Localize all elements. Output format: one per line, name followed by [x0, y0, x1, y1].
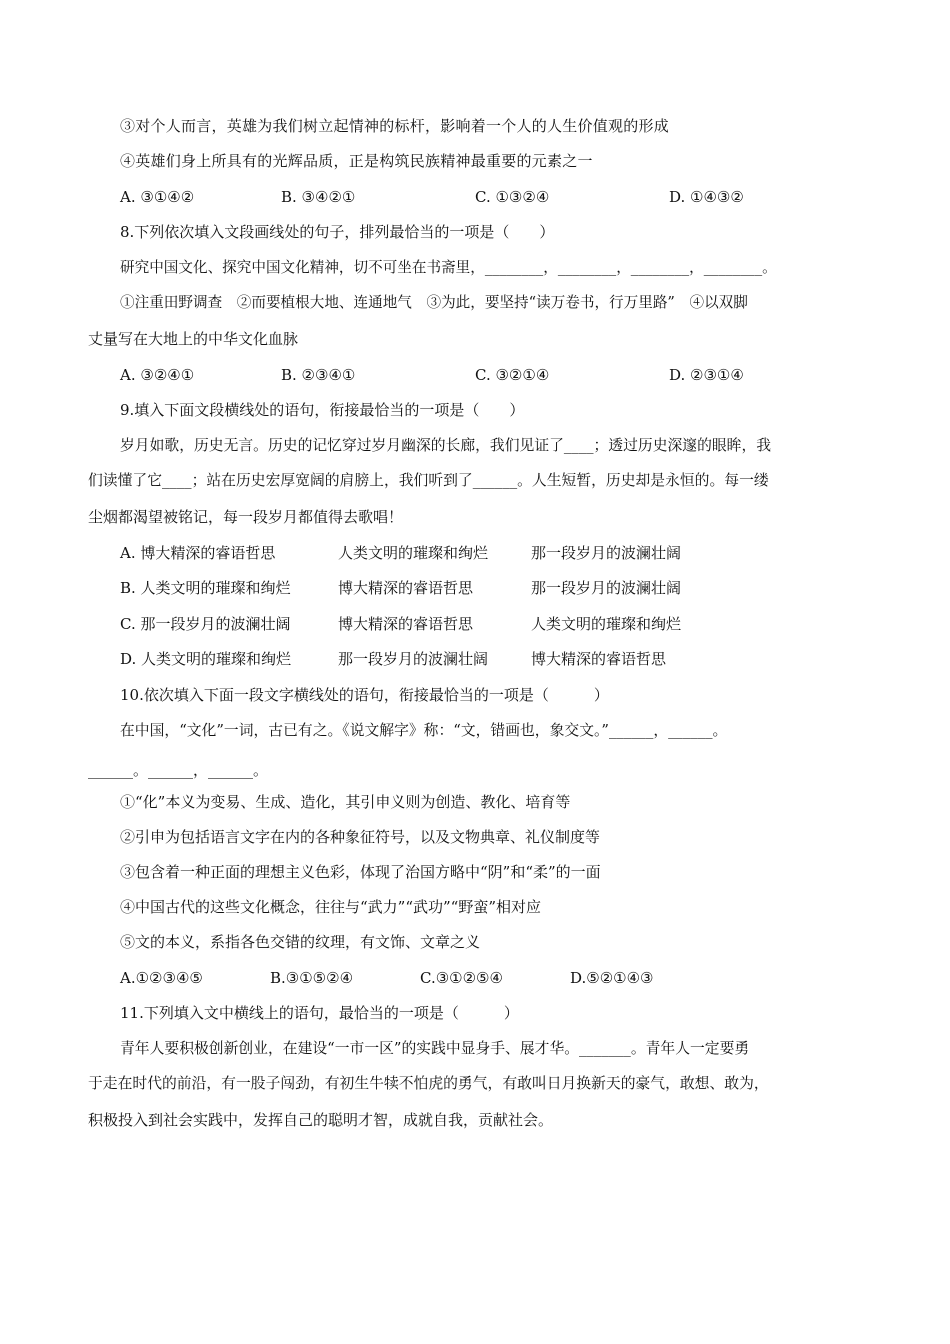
- q7-option-d[interactable]: D. ①④③②: [669, 188, 744, 206]
- q10-option-c[interactable]: C.③①②⑤④: [420, 969, 503, 987]
- q8-option-c[interactable]: C. ③②①④: [475, 366, 550, 384]
- q8-option-b[interactable]: B. ②③④①: [281, 366, 356, 384]
- q10-item-5: ⑤文的本义，系指各色交错的纹理，有文饰、文章之义: [120, 933, 481, 951]
- q9-option-a-part-1: A. 博大精深的睿语哲思: [120, 544, 276, 562]
- q10-option-a[interactable]: A.①②③④⑤: [120, 969, 203, 987]
- q9-option-c-part-1: C. 那一段岁月的波澜壮阔: [120, 615, 291, 633]
- q7-statement-3: ③对个人而言，英雄为我们树立起情神的标杆，影响着一个人的人生价值观的形成: [120, 117, 670, 135]
- q8-items-line-1: ①注重田野调查 ②而要植根大地、连通地气 ③为此，要坚持“读万卷书，行万里路” ④以双脚: [120, 294, 748, 311]
- q9-option-a-part-2: 人类文明的璀璨和绚烂: [338, 544, 489, 562]
- q9-option-b-part-3: 那一段岁月的波澜壮阔: [531, 579, 682, 597]
- q9-passage-line-1: 岁月如歌，历史无言。历史的记忆穿过岁月幽深的长廊，我们见证了____；透过历史深邃的眼眸，我: [120, 437, 772, 454]
- q8-passage: 研究中国文化、探究中国文化精神，切不可坐在书斋里，________，________，________，________。: [120, 259, 777, 276]
- q11-passage-line-3: 积极投入到社会实践中，发挥自己的聪明才智，成就自我，贡献社会。: [88, 1111, 554, 1129]
- q8-option-a[interactable]: A. ③②④①: [120, 366, 195, 384]
- q9-option-c-part-2: 博大精深的睿语哲思: [338, 615, 474, 633]
- q10-item-2: ②引申为包括语言文字在内的各种象征符号，以及文物典章、礼仪制度等: [120, 828, 601, 846]
- q9-option-a-part-3: 那一段岁月的波澜壮阔: [531, 544, 682, 562]
- q9-option-d-part-1: D. 人类文明的璀璨和绚烂: [120, 650, 292, 668]
- q10-option-d[interactable]: D.⑤②①④③: [570, 969, 654, 987]
- q7-option-a[interactable]: A. ③①④②: [120, 188, 195, 206]
- q9-option-b-part-1: B. 人类文明的璀璨和绚烂: [120, 579, 291, 597]
- q9-option-b-part-2: 博大精深的睿语哲思: [338, 579, 474, 597]
- q10-stem: 10.依次填入下面一段文字横线处的语句，衔接最恰当的一项是（ ）: [120, 686, 609, 704]
- q9-stem: 9.填入下面文段横线处的语句，衔接最恰当的一项是（ ）: [120, 401, 525, 419]
- q9-option-c-part-3: 人类文明的璀璨和绚烂: [531, 615, 682, 633]
- q8-stem: 8.下列依次填入文段画线处的句子，排列最恰当的一项是（ ）: [120, 223, 555, 241]
- q10-option-b[interactable]: B.③①⑤②④: [270, 969, 354, 987]
- q9-option-d-part-3: 博大精深的睿语哲思: [531, 650, 667, 668]
- q10-item-4: ④中国古代的这些文化概念，往往与“武力”“武功”“野蛮”相对应: [120, 898, 542, 916]
- q11-stem: 11.下列填入文中横线上的语句，最恰当的一项是（ ）: [120, 1004, 519, 1022]
- q8-option-d[interactable]: D. ②③①④: [669, 366, 744, 384]
- q9-passage-line-2: 们读懂了它____；站在历史宏厚宽阔的肩膀上，我们听到了______。人生短暂，历史却是永恒的。每一缕: [88, 472, 769, 489]
- q7-option-c[interactable]: C. ①③②④: [475, 188, 550, 206]
- q10-passage-line-1: 在中国，“文化”一词，古已有之。《说文解字》称：“文，错画也，象交文。”______，______。: [120, 722, 728, 739]
- q7-option-b[interactable]: B. ③④②①: [281, 188, 356, 206]
- q10-item-3: ③包含着一种正面的理想主义色彩，体现了治国方略中“阴”和“柔”的一面: [120, 863, 601, 881]
- q11-passage-line-2: 于走在时代的前沿，有一股子闯劲，有初生牛犊不怕虎的勇气，有敢叫日月换新天的豪气，敢想、敢为，: [88, 1075, 769, 1092]
- q8-items-line-2: 丈量写在大地上的中华文化血脉: [88, 330, 299, 348]
- q10-passage-line-2: ______。______，______。: [88, 761, 269, 779]
- q11-passage-line-1: 青年人要积极创新创业，在建设“一市一区”的实践中显身手、展才华。_______。青年人一定要勇: [120, 1040, 750, 1057]
- q9-option-d-part-2: 那一段岁月的波澜壮阔: [338, 650, 489, 668]
- q9-passage-line-3: 尘烟都渴望被铭记，每一段岁月都值得去歌唱！: [88, 508, 404, 526]
- q10-item-1: ①“化”本义为变易、生成、造化，其引申义则为创造、教化、培育等: [120, 793, 571, 811]
- q7-statement-4: ④英雄们身上所具有的光辉品质，正是构筑民族精神最重要的元素之一: [120, 152, 593, 170]
